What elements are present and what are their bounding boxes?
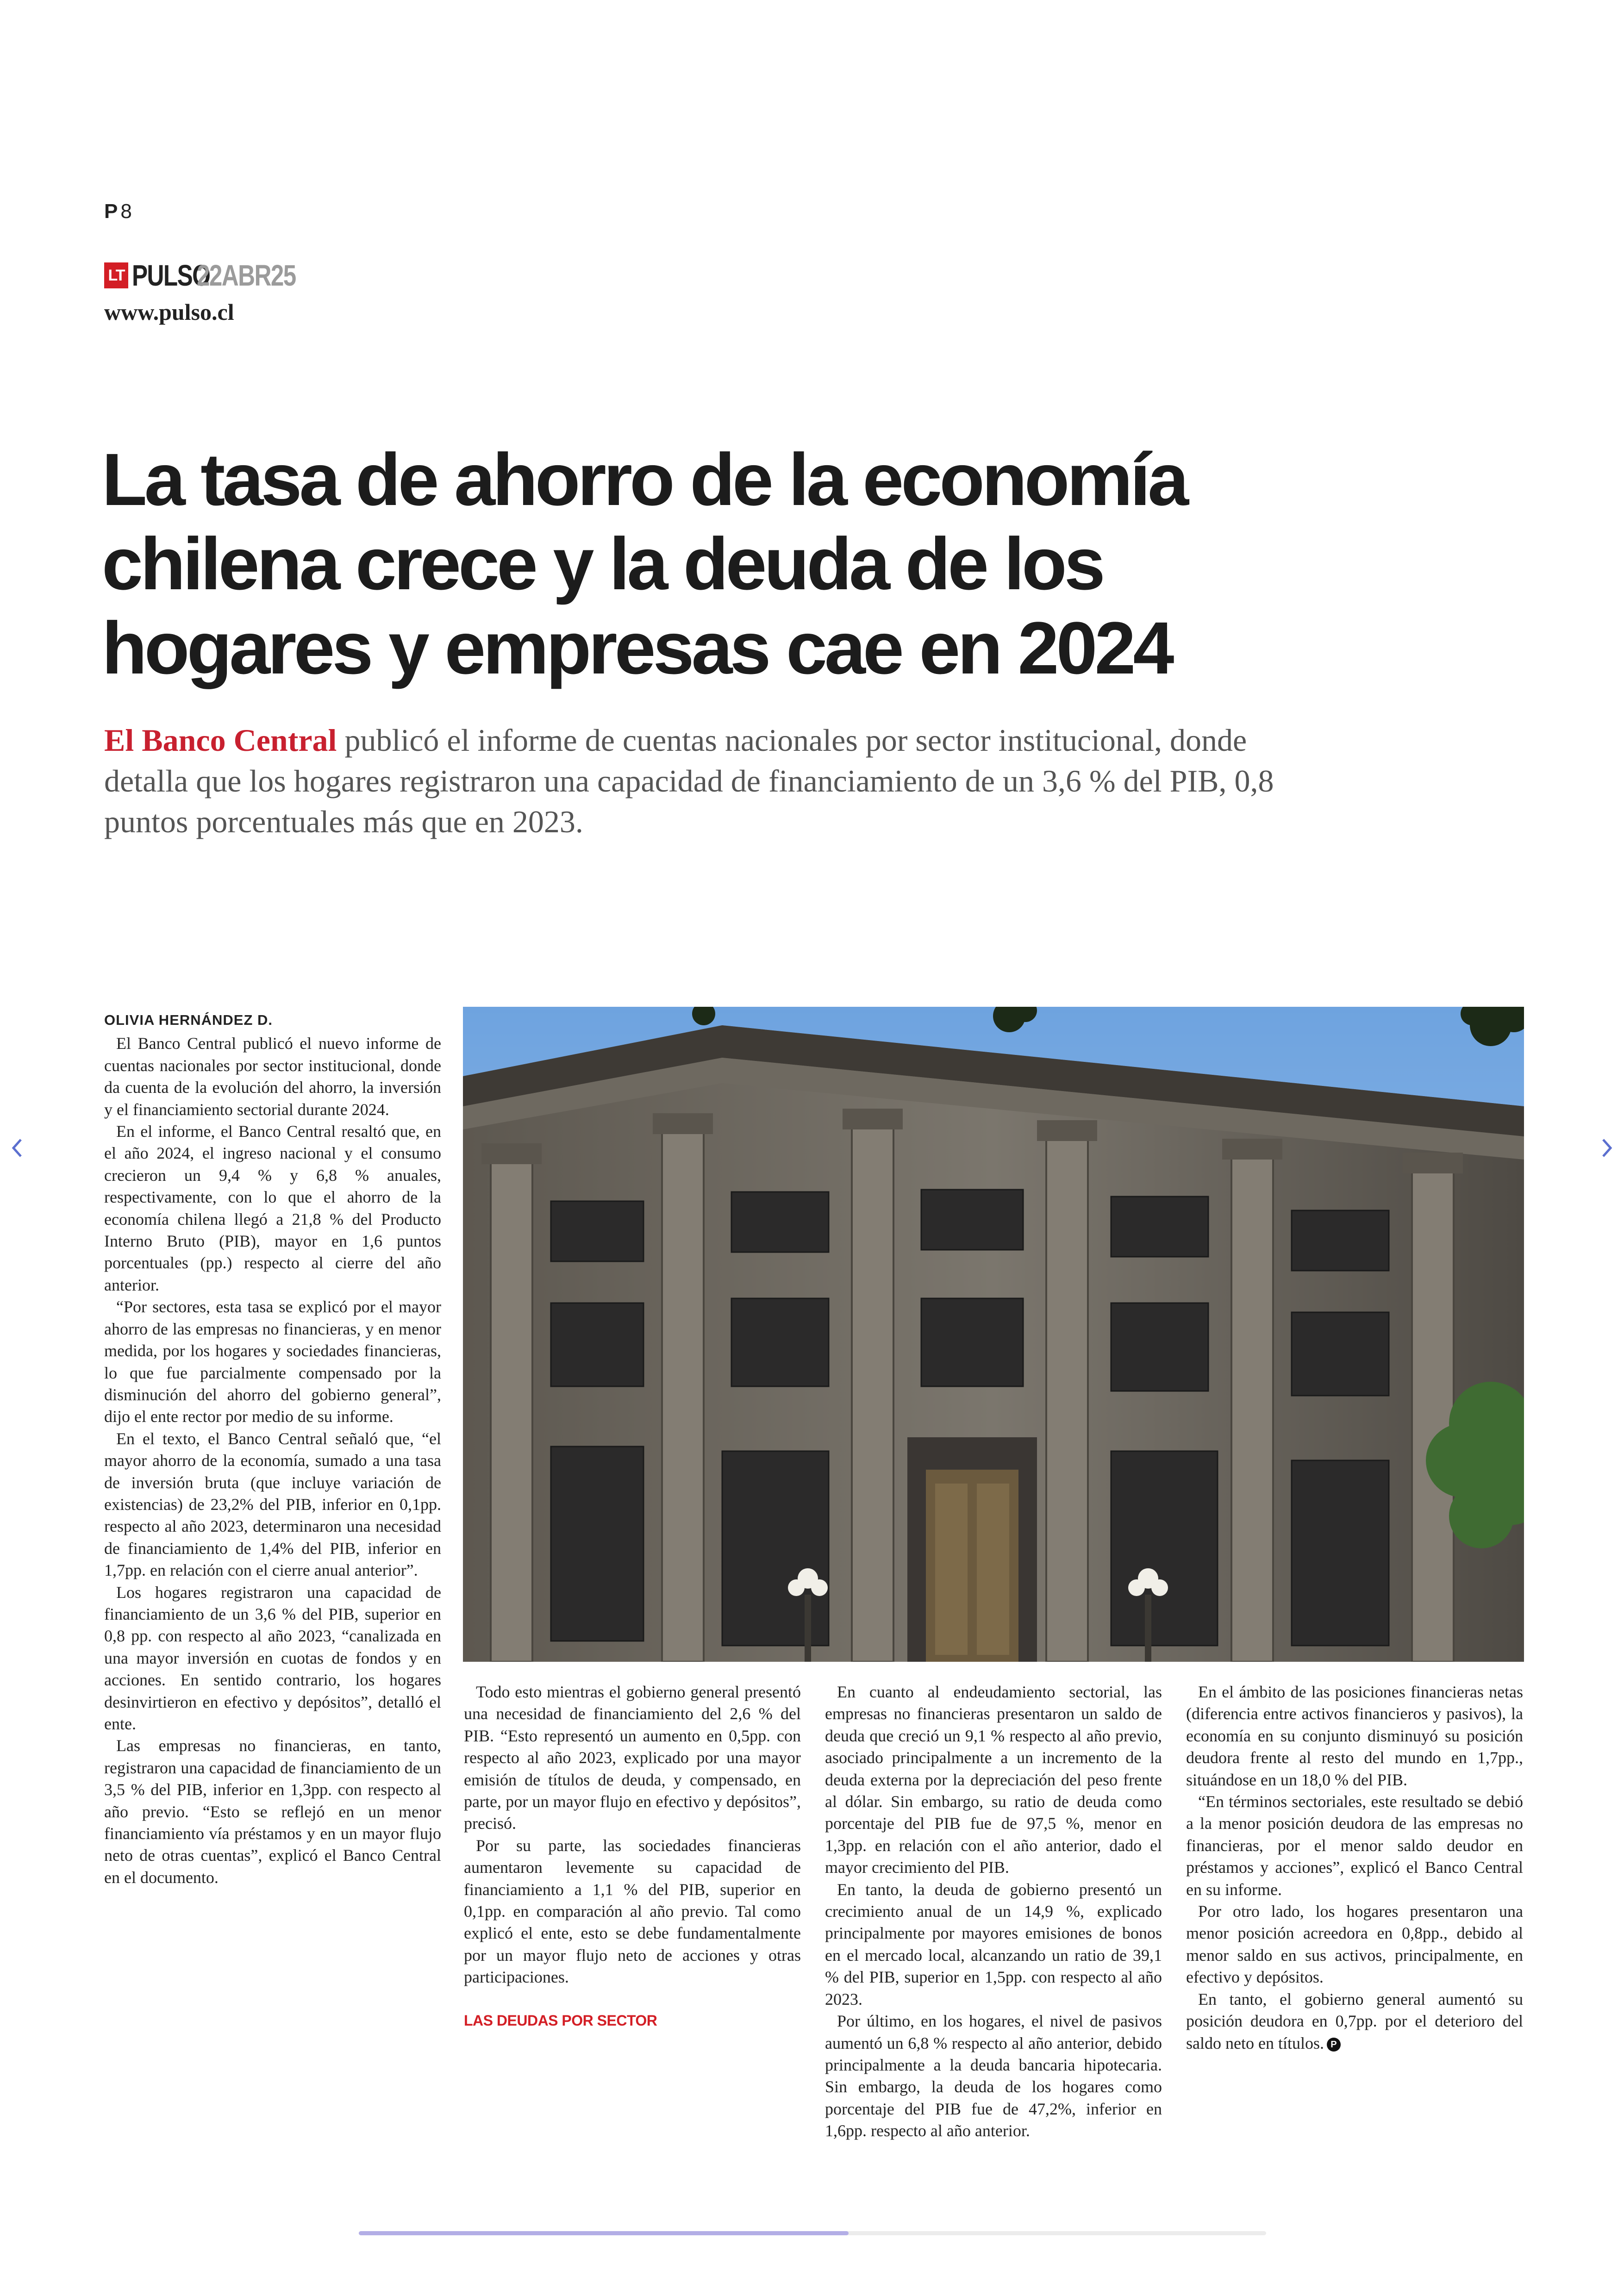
article-column-2 bbox=[464, 1681, 801, 2033]
end-of-article-icon: P bbox=[1327, 2038, 1341, 2052]
deck-text: publicó el informe de cuentas nacionales por sector institucional, donde detalla que los hogares registraron una capacidad de financiamiento de un 3,6 % del PIB, 0,8 puntos porcentuales más que en 2023. bbox=[104, 723, 1274, 839]
paragraph: El Banco Central publicó el nuevo informe de cuentas nacionales por sector institucional, donde da cuenta de la evolución del ahorro, la inversión y el financiamiento sectorial durante 2024. bbox=[104, 1034, 441, 1119]
scroll-progress-track[interactable] bbox=[359, 2231, 1266, 2235]
paragraph: Los hogares registraron una capacidad de financiamiento de un 3,6 % del PIB, superior en 0,8 pp. con respecto al año 2023, “canalizada en una mayor inversión en cuotas de fondos y en acciones. En sentido contrario, los hogares desinvirtieron en efectivo y depósitos”, detalló el ente. bbox=[104, 1583, 441, 1733]
paragraph: Todo esto mientras el gobierno general presentó una necesidad de financiamiento del 2,6 % del PIB. “Esto representó un aumento en 0,5pp. con respecto al año 2023, explicado por una mayor emisión de títulos de deuda, y compensado, en parte, por un mayor flujo en efectivo y depósitos”, precisó. bbox=[464, 1683, 801, 1833]
page-number: P 8 bbox=[104, 200, 132, 223]
building-photo bbox=[463, 1007, 1524, 1662]
deck bbox=[104, 720, 1317, 842]
headline: La tasa de ahorro de la economía chilena crece y la deuda de los hogares y empresas cae en 2024 bbox=[102, 438, 1187, 689]
brand-name: PULSO bbox=[132, 259, 210, 292]
masthead bbox=[104, 259, 321, 292]
paragraph: En el texto, el Banco Central señaló que, “el mayor ahorro de la economía, sumado a una tasa de inversión bruta (que incluye variación de existencias) de 23,2% del PIB, inferior en 0,1pp. respecto al año 2023, determinaron una necesidad de financiamiento de 1,4% del PIB, inferior en 1,7pp. en relación con el cierre anual anterior”. bbox=[104, 1429, 441, 1580]
byline: OLIVIA HERNÁNDEZ D. bbox=[104, 1012, 273, 1028]
paragraph: En el ámbito de las posiciones financieras netas (diferencia entre activos financieros y pasivos), la economía en su conjunto disminuyó su posición deudora frente al resto del mundo en 1,7pp., situándose en un 18,0 % del PIB. bbox=[1186, 1683, 1523, 1789]
paragraph: Por su parte, las sociedades financieras aumentaron levemente su capacidad de financiamiento a 1,1 % del PIB, superior en 0,1pp. en comparación al año previo. Tal como explicó el ente, esto se debe fundamentalmente por un mayor flujo neto de acciones y otras participaciones. bbox=[464, 1836, 801, 1987]
paragraph bbox=[1186, 1989, 1523, 2054]
article-column-4 bbox=[1186, 1681, 1523, 2054]
chevron-left-icon bbox=[11, 1138, 25, 1158]
chevron-right-icon bbox=[1599, 1138, 1613, 1158]
paragraph: Las empresas no financieras, en tanto, registraron una capacidad de financiamiento de un 3,5 % del PIB, inferior en 1,3pp. con respecto al año previo. “Esto se reflejó en un menor financiamiento vía préstamos y en un mayor flujo neto de otras cuentas”, explicó el Banco Central en el documento. bbox=[104, 1736, 441, 1887]
paragraph-text: En tanto, el gobierno general aumentó su posición deudora en 0,7pp. por el deterioro del saldo neto en títulos. bbox=[1186, 1989, 1523, 2052]
issue-date: 22ABR25 bbox=[197, 259, 296, 292]
paragraph: Por último, en los hogares, el nivel de pasivos aumentó un 6,8 % respecto al año anterior, debido principalmente a la deuda bancaria hipotecaria. Sin embargo, la deuda de los hogares como porcentaje del PIB fue de 47,2%, inferior en 1,6pp. respecto al año anterior. bbox=[825, 2012, 1162, 2140]
prev-page-button[interactable] bbox=[4, 1134, 31, 1162]
scroll-progress-thumb[interactable] bbox=[359, 2231, 849, 2235]
deck-lead: El Banco Central bbox=[104, 723, 337, 758]
website-link[interactable]: www.pulso.cl bbox=[104, 299, 234, 325]
paragraph: Por otro lado, los hogares presentaron una menor posición acreedora en 0,8pp., debido al menor saldo en sus activos, principalmente, en efectivo y depósitos. bbox=[1186, 1902, 1523, 1987]
next-page-button[interactable] bbox=[1593, 1134, 1620, 1162]
article-column-3 bbox=[825, 1681, 1162, 2142]
paragraph: En tanto, la deuda de gobierno presentó un crecimiento anual de un 14,9 %, explicado principalmente por mayores emisiones de bonos en el mercado local, alcanzando un ratio de 39,1 % del PIB, superior en 1,5pp. con respecto al año 2023. bbox=[825, 1880, 1162, 2008]
paragraph: “En términos sectoriales, este resultado se debió a la menor posición deudora de las empresas no financieras, por el menor saldo deudor en préstamos y acciones”, explicó el Banco Central en su informe. bbox=[1186, 1792, 1523, 1899]
lt-logo-badge: LT bbox=[104, 262, 128, 288]
paragraph: En cuanto al endeudamiento sectorial, las empresas no financieras presentaron un saldo de deuda que creció un 9,1 % respecto al año previo, asociado principalmente a un incremento de la deuda externa por la depreciación del peso frente al dólar. Sin embargo, su ratio de deuda como porcentaje del PIB fue de 97,5 %, menor en 1,3pp. en relación con el año anterior, dado el mayor crecimiento del PIB. bbox=[825, 1683, 1162, 1877]
section-heading: LAS DEUDAS POR SECTOR bbox=[464, 2012, 657, 2029]
article-column-1 bbox=[104, 1009, 441, 1889]
paragraph: “Por sectores, esta tasa se explicó por el mayor ahorro de las empresas no financieras, y en menor medida, por los hogares y sociedades financieras, lo que fue parcialmente compensado por la disminución del ahorro del gobierno general”, dijo el ente rector por medio de su informe. bbox=[104, 1297, 441, 1426]
paragraph: En el informe, el Banco Central resaltó que, en el año 2024, el ingreso nacional y el consumo crecieron un 9,4 % y 6,8 % anuales, respectivamente, con lo que el ahorro de la economía chilena llegó a 21,8 % del Producto Interno Bruto (PIB), mayor en 1,6 puntos porcentuales (pp.) respecto al cierre del año anterior. bbox=[104, 1122, 441, 1294]
